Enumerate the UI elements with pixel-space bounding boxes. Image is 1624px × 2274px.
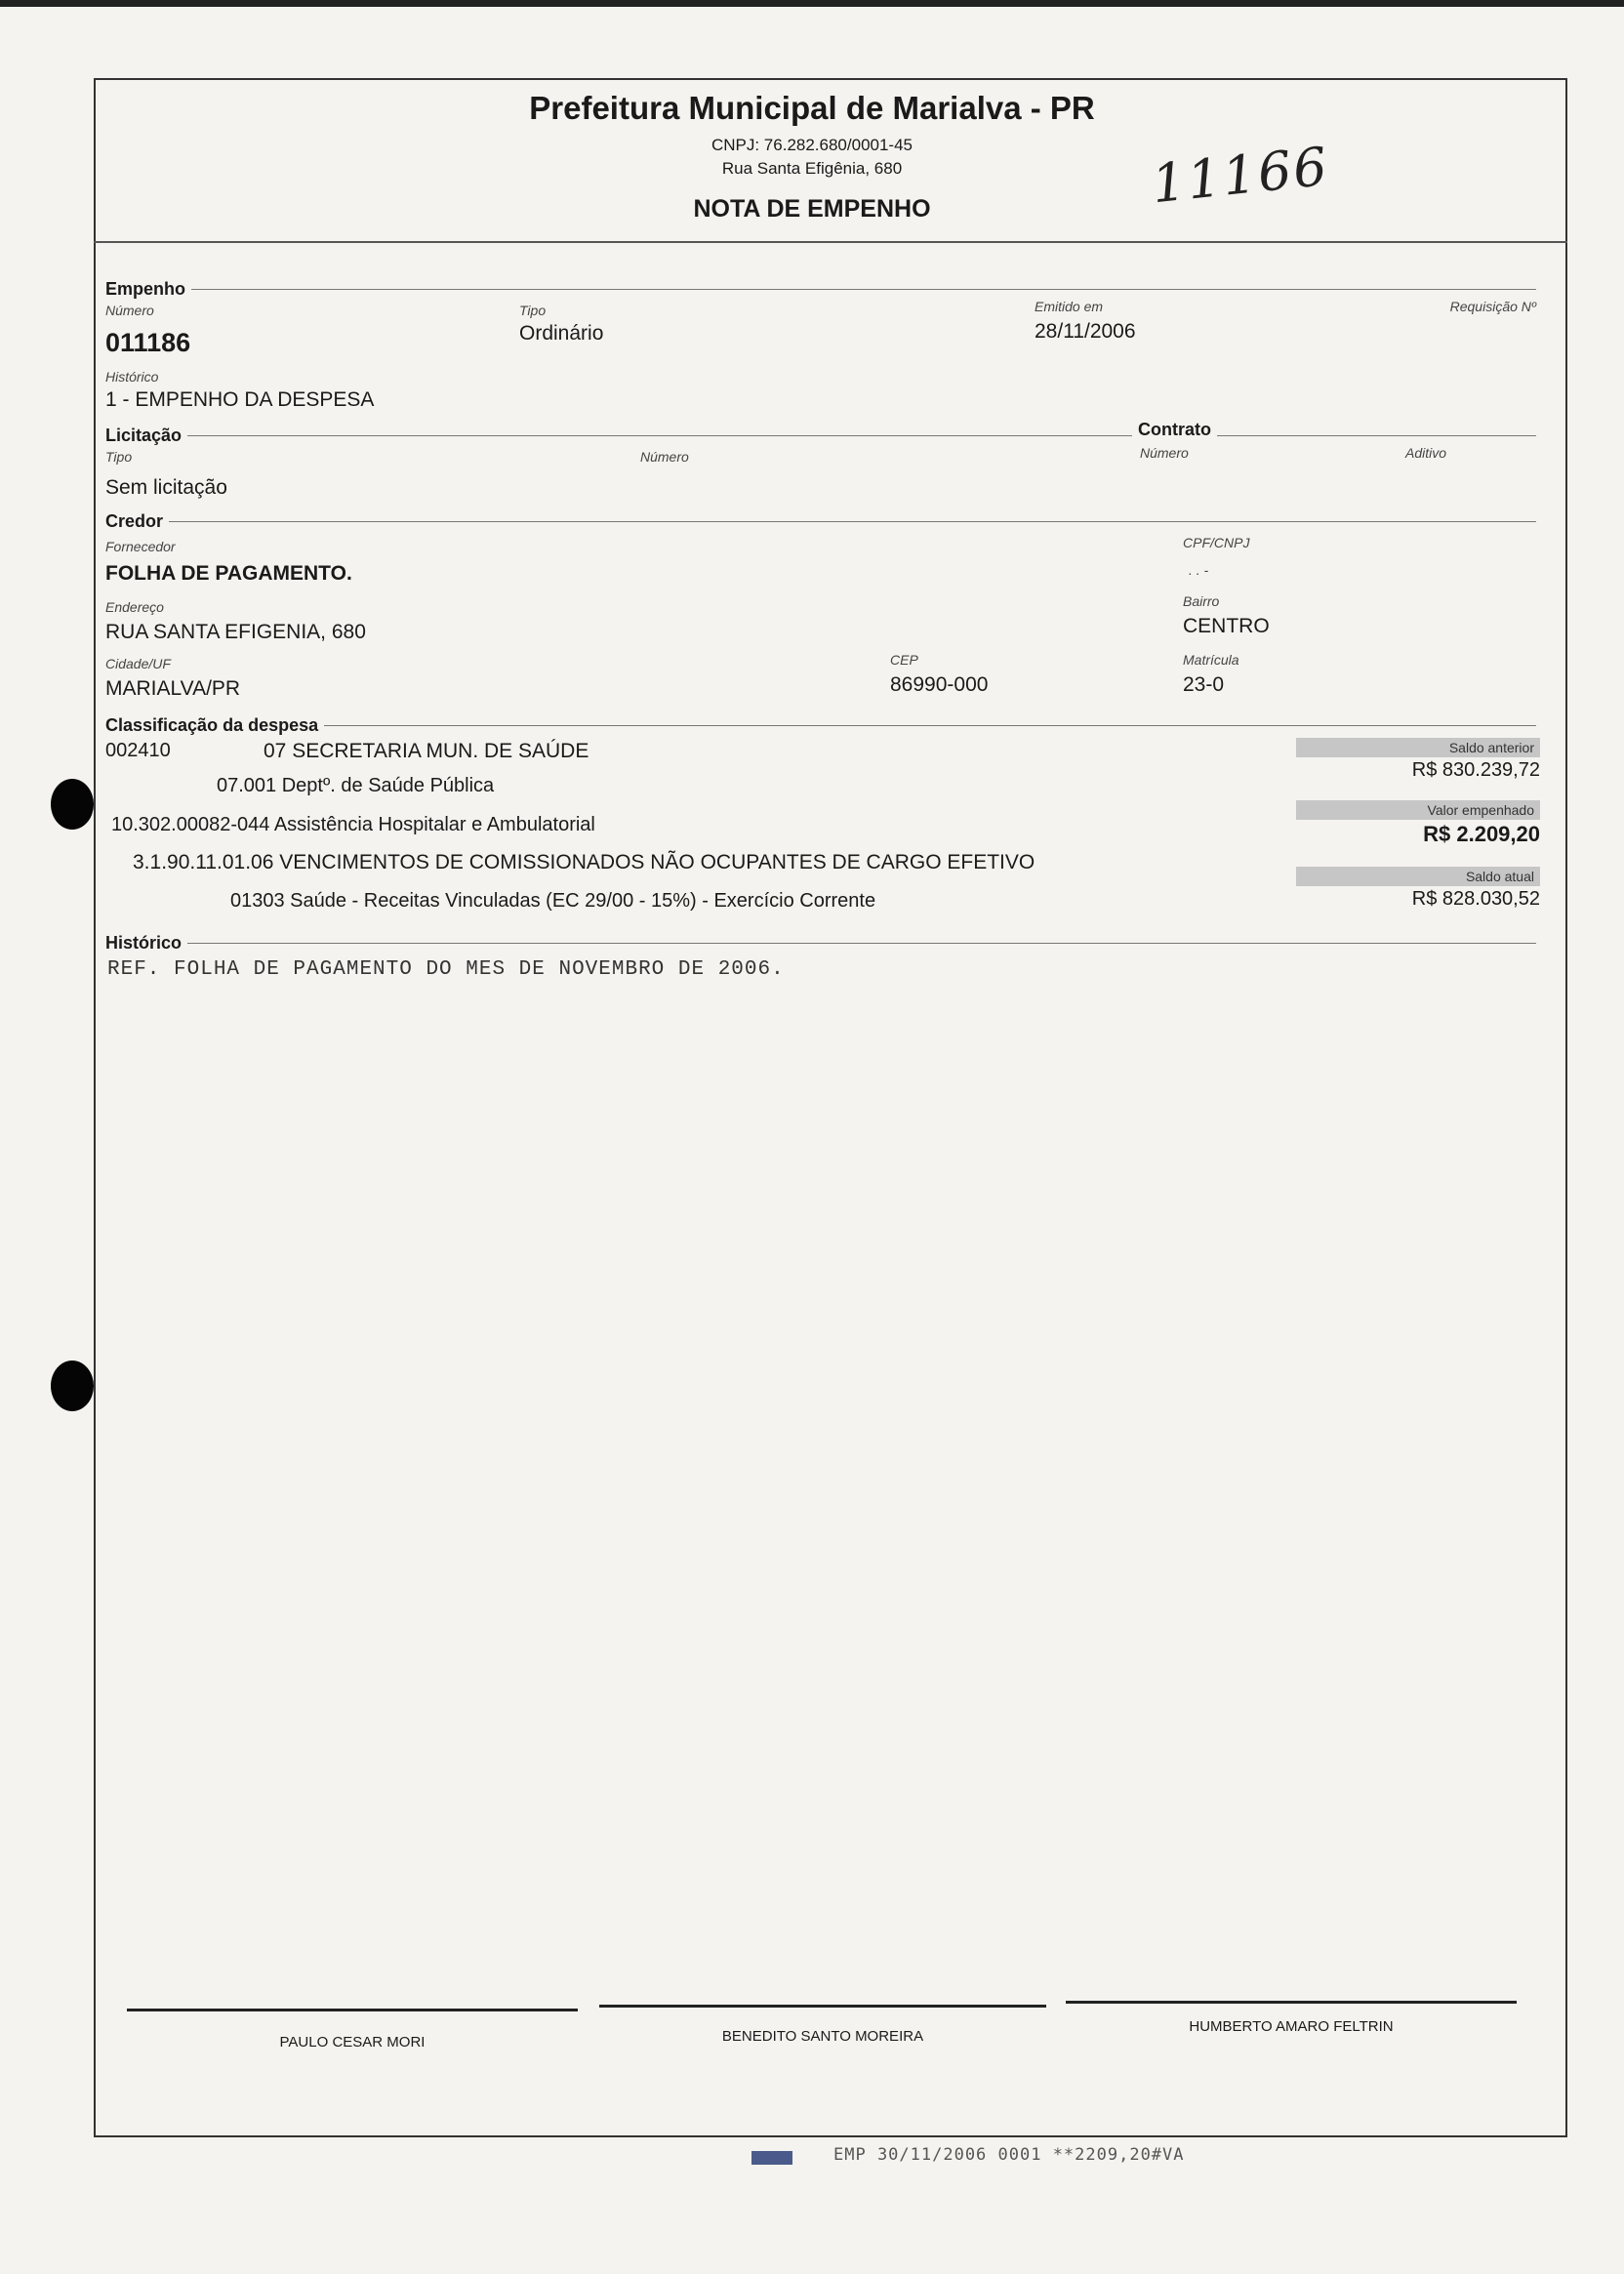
footer-stamp: EMP 30/11/2006 0001 **2209,20#VA <box>833 2145 1185 2165</box>
tipo-label: Tipo <box>519 303 547 318</box>
licitacao-rule <box>105 435 1536 436</box>
emitido-date: 28/11/2006 <box>1035 320 1136 343</box>
bairro: CENTRO <box>1183 615 1270 637</box>
empenho-numero: 011186 <box>105 328 191 357</box>
licitacao-tipo-label: Tipo <box>105 449 133 465</box>
cnpj: CNPJ: 76.282.680/0001-45 <box>710 136 914 154</box>
handwritten-number: 11166 <box>1149 135 1332 216</box>
contrato-aditivo-label: Aditivo <box>1405 445 1447 461</box>
historico-label: Histórico <box>105 369 159 385</box>
punch-hole-top <box>51 779 94 830</box>
signature-name-2: BENEDITO SANTO MOREIRA <box>721 2028 924 2045</box>
contrato-numero-label: Número <box>1140 445 1189 461</box>
classificacao-line3: 10.302.00082-044 Assistência Hospitalar e Ambulatorial <box>111 814 595 835</box>
classificacao-line2: 07.001 Deptº. de Saúde Pública <box>217 775 495 796</box>
saldo-atual-label: Saldo atual <box>1296 867 1540 886</box>
classificacao-line5: 01303 Saúde - Receitas Vinculadas (EC 29/00 - 15%) - Exercício Corrente <box>230 890 876 912</box>
signature-line-2 <box>599 2005 1046 2008</box>
cep-label: CEP <box>890 652 918 668</box>
saldo-anterior-label: Saldo anterior <box>1296 738 1540 757</box>
matricula-label: Matrícula <box>1183 652 1239 668</box>
cep: 86990-000 <box>890 673 989 696</box>
cpf-value: . . - <box>1189 562 1209 578</box>
empenho-historico: 1 - EMPENHO DA DESPESA <box>105 388 375 411</box>
section-classificacao: Classificação da despesa <box>105 715 324 736</box>
signature-name-3: HUMBERTO AMARO FELTRIN <box>1189 2018 1394 2035</box>
section-empenho: Empenho <box>105 279 191 300</box>
top-edge <box>0 0 1624 7</box>
classificacao-code: 002410 <box>105 740 171 761</box>
cidade-label: Cidade/UF <box>105 656 171 671</box>
endereco: RUA SANTA EFIGENIA, 680 <box>105 621 366 643</box>
matricula: 23-0 <box>1183 673 1225 696</box>
empenho-tipo: Ordinário <box>519 322 604 345</box>
requisicao-label: Requisição Nº <box>1449 299 1536 314</box>
historico-rule <box>105 943 1536 944</box>
stamp-mark-icon <box>751 2151 792 2165</box>
credor-rule <box>105 521 1536 522</box>
section-contrato: Contrato <box>1132 420 1217 440</box>
historico-text: REF. FOLHA DE PAGAMENTO DO MES DE NOVEMBRO DE 2006. <box>107 958 785 981</box>
document-frame <box>94 78 1567 2137</box>
saldo-anterior: R$ 830.239,72 <box>1411 759 1540 781</box>
endereco-label: Endereço <box>105 599 164 615</box>
licitacao-numero-label: Número <box>640 449 689 465</box>
header-divider <box>94 241 1567 243</box>
signature-name-1: PAULO CESAR MORI <box>279 2034 426 2051</box>
classificacao-line1: 07 SECRETARIA MUN. DE SAÚDE <box>264 740 589 762</box>
signature-line-1 <box>127 2009 578 2011</box>
classificacao-line4: 3.1.90.11.01.06 VENCIMENTOS DE COMISSIONADOS NÃO OCUPANTES DE CARGO EFETIVO <box>133 851 1035 873</box>
cpf-label: CPF/CNPJ <box>1183 535 1250 550</box>
page-title: Prefeitura Municipal de Marialva - PR <box>529 90 1095 126</box>
section-historico: Histórico <box>105 933 187 954</box>
fornecedor: FOLHA DE PAGAMENTO. <box>105 562 352 585</box>
cidade: MARIALVA/PR <box>105 677 241 700</box>
emitido-label: Emitido em <box>1035 299 1104 314</box>
signature-line-3 <box>1066 2001 1517 2004</box>
address: Rua Santa Efigênia, 680 <box>721 159 903 178</box>
punch-hole-bottom <box>51 1360 94 1411</box>
section-credor: Credor <box>105 511 169 532</box>
section-licitacao: Licitação <box>105 426 187 446</box>
saldo-atual: R$ 828.030,52 <box>1411 888 1540 910</box>
fornecedor-label: Fornecedor <box>105 539 176 554</box>
numero-label: Número <box>105 303 154 318</box>
document-title: NOTA DE EMPENHO <box>693 195 931 223</box>
valor-empenhado-label: Valor empenhado <box>1296 800 1540 820</box>
licitacao-tipo: Sem licitação <box>105 476 227 499</box>
empenho-rule <box>105 289 1536 290</box>
bairro-label: Bairro <box>1183 593 1220 609</box>
valor-empenhado: R$ 2.209,20 <box>1423 822 1540 846</box>
